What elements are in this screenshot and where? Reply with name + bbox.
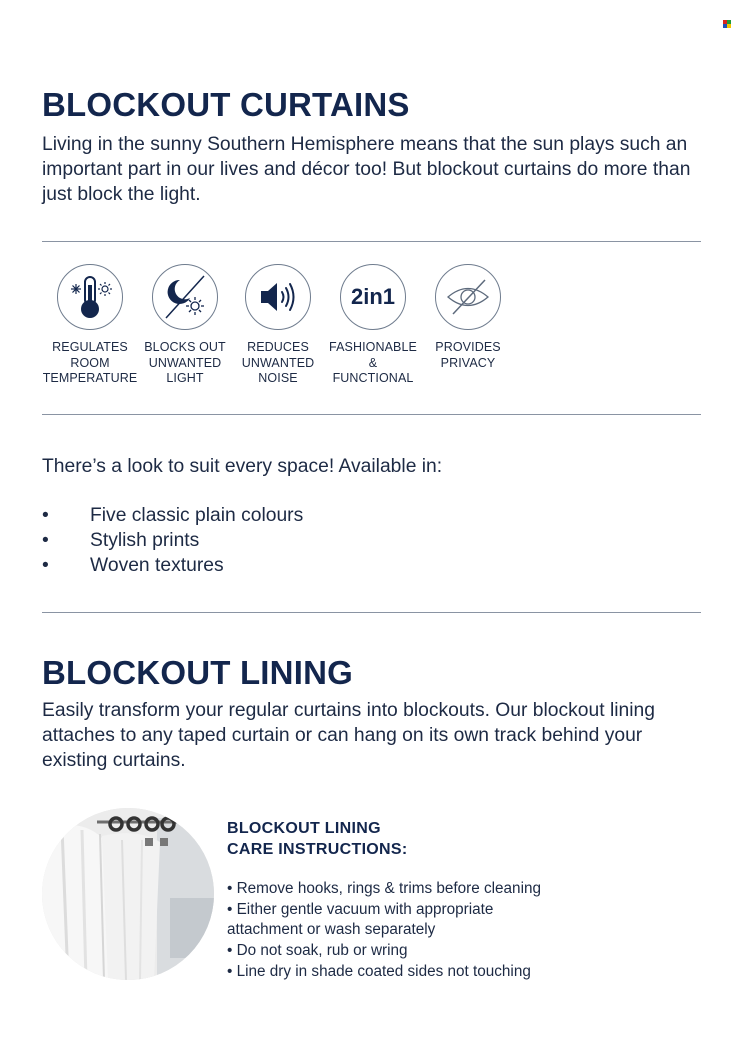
section-title-blockout-curtains: BLOCKOUT CURTAINS <box>42 86 410 123</box>
feature-label: BLOCKS OUT UNWANTED LIGHT <box>144 340 226 385</box>
list-item: • Remove hooks, rings & trims before cleaning <box>227 880 541 897</box>
feature-label: FASHIONABLE & FUNCTIONAL <box>329 340 417 385</box>
care-title-line1: BLOCKOUT LINING <box>227 820 381 837</box>
feature-regulates-temperature <box>42 264 138 387</box>
list-item: • Woven textures <box>42 555 224 576</box>
list-item: • Do not soak, rub or wring <box>227 942 408 960</box>
feature-blocks-light <box>137 264 233 387</box>
list-item: • Either gentle vacuum with appropriate attachment or wash separately <box>227 900 494 939</box>
two-in-one-text: 2in1 <box>350 284 396 309</box>
feature-fashionable-functional <box>325 264 421 387</box>
curtain-lining-photo <box>42 808 214 980</box>
blockout-lining-intro: Easily transform your regular curtains into blockouts. Our blockout lining attaches to any taped curtain or can hang on its own track behind your existing curtains. <box>42 700 655 771</box>
speaker-sound-icon <box>245 264 311 330</box>
thermometer-snowflake-sun-icon <box>57 264 123 330</box>
care-instructions-title <box>227 818 408 860</box>
eye-slash-icon <box>435 264 501 330</box>
section-title-blockout-lining: BLOCKOUT LINING <box>42 654 353 691</box>
feature-icons-row <box>42 264 522 394</box>
list-item: • Line dry in shade coated sides not touching <box>227 962 531 980</box>
availability-lead: There’s a look to suit every space! Available in: <box>42 456 443 477</box>
feature-reduces-noise <box>230 264 326 387</box>
corner-color-mark <box>723 20 731 28</box>
care-instructions-list <box>227 879 541 983</box>
divider <box>42 414 701 415</box>
feature-label: PROVIDES PRIVACY <box>435 340 501 370</box>
care-title-line2: CARE INSTRUCTIONS: <box>227 841 408 858</box>
feature-privacy <box>420 264 516 371</box>
feature-label: REGULATES ROOM TEMPERATURE <box>42 340 138 385</box>
moon-sun-slash-icon <box>152 264 218 330</box>
feature-label: REDUCES UNWANTED NOISE <box>241 340 315 385</box>
blockout-curtains-intro: Living in the sunny Southern Hemisphere means that the sun plays such an important part in our lives and décor too! But blockout curtains do more than just block the light. <box>42 134 691 205</box>
availability-list <box>42 503 303 578</box>
two-in-one-icon <box>340 264 406 330</box>
divider <box>42 612 701 613</box>
list-item: • Five classic plain colours <box>42 505 304 526</box>
list-item: • Stylish prints <box>42 530 200 551</box>
divider <box>42 241 701 242</box>
